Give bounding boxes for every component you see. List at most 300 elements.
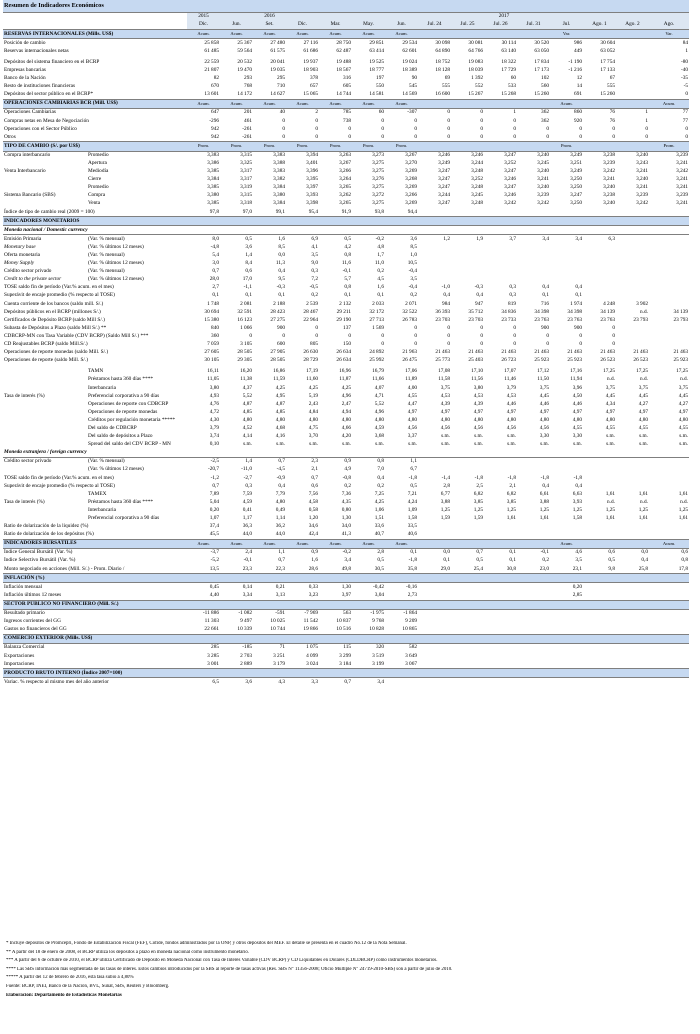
value-cell: -0,3 [276,284,285,291]
value-cell: 2,4 [245,549,252,556]
unit-cell [649,574,689,583]
value-cell: 3,315 [240,192,252,199]
value-cell [649,300,689,308]
value-cell: 4,8 [377,243,384,250]
value-cell: 0,7 [311,474,318,481]
section-header-row [3,669,689,678]
unit-cell [418,539,451,548]
value-cell: 860 [574,109,582,116]
row-label: Depósitos del sistema financiero en el BCRP [4,58,100,65]
value-cell [616,609,649,618]
value-cell: 0 [381,133,384,140]
value-cell [517,591,550,600]
row-sublabel: Mediodía [88,168,109,175]
value-cell: 0 [315,324,318,331]
value-cell: s.m. [441,433,450,440]
value-cell: 4,80 [506,416,516,423]
value-cell: 0,49 [275,506,285,513]
unit-cell [484,142,517,151]
table-row [3,618,689,626]
value-cell: -5 [683,83,689,90]
value-cell: 17 173 [534,66,549,73]
value-cell: 3,13 [275,591,285,598]
value-cell: 4,94 [341,408,351,415]
month-header: Dic. [187,21,220,30]
value-cell: 76 [609,109,615,116]
value-cell: 4,25 [275,384,285,391]
value-cell: 17,25 [603,368,615,375]
value-cell: 18 903 [303,66,318,73]
value-cell: 0,5 [476,557,483,564]
value-cell: n.d. [640,376,648,383]
unit-cell [616,539,649,548]
value-cell: 3,6 [245,243,252,250]
value-cell: 3,34 [242,591,252,598]
value-cell: -0,8 [342,474,351,481]
value-cell: 3 519 [372,652,384,659]
value-cell: 0,4 [542,284,549,291]
value-cell: 0 [612,332,615,339]
value-cell: 4,46 [539,400,549,407]
value-cell [616,58,649,66]
value-cell: 0,6 [311,482,318,489]
value-cell: 947 [475,300,483,307]
table-row [3,591,689,600]
table-row [3,151,689,160]
value-cell: 1,6 [377,284,384,291]
value-cell: 10 828 [369,626,384,633]
indicators-table [3,0,689,687]
value-cell: 99,1 [275,208,285,215]
row-label: TOSE saldo fin de período (Var.% acum. en el mes) [4,474,114,481]
value-cell: 28,0 [209,276,219,283]
value-cell: 2 703 [240,652,252,659]
value-cell [616,47,649,55]
table-row [3,565,689,574]
value-cell: 1,7 [377,252,384,259]
unit-cell [286,574,319,583]
value-cell: 3,249 [570,151,582,158]
value-cell: 3,241 [676,159,689,166]
unit-cell [550,600,583,609]
row-label: Monetary base [4,243,36,250]
value-cell: 3,386 [207,159,219,166]
value-cell: 6,77 [440,490,450,497]
value-cell: 12 [576,75,582,82]
value-cell: 4,34 [605,400,615,407]
value-cell [484,208,517,217]
value-cell: 0 [685,133,689,140]
row-sublabel: (Var. % mensual) [88,268,125,275]
value-cell: 0 [480,341,483,348]
value-cell: 768 [244,83,252,90]
unit-cell [352,634,385,643]
value-cell [550,466,583,474]
value-cell [517,531,550,540]
value-cell: 28 423 [270,308,285,315]
unit-cell [220,634,253,643]
value-cell: s.m. [243,441,252,448]
value-cell: 1,9 [476,235,483,242]
value-cell: 4,55 [638,424,648,431]
value-cell: -2,5 [210,458,219,465]
month-header: Mar. [319,21,352,30]
value-cell: 14 569 [402,91,417,98]
value-cell: 59 564 [237,47,252,54]
row-label: Importaciones [4,660,35,667]
value-cell: 4,3 [278,678,285,685]
value-cell: 0,5 [410,482,417,489]
value-cell [517,260,550,268]
value-cell [649,652,689,660]
unit-cell [649,634,689,643]
row-label: Posición de cambio [4,39,46,46]
value-cell [451,466,484,474]
value-cell: 0 [447,341,450,348]
value-cell: -20,7 [207,466,219,473]
unit-cell [385,217,418,226]
value-cell: 19 035 [270,66,285,73]
value-cell: 738 [343,117,351,124]
value-cell [385,678,418,687]
row-label: Compra interbancario [4,151,51,158]
row-sublabel: (Var. % mensual) [88,235,125,242]
table-row [3,47,689,55]
unit-cell [418,30,451,39]
value-cell [616,531,649,540]
value-cell [616,91,649,100]
row-label: Operaciones con el Sector Público [4,125,77,132]
value-cell: 1,4 [245,458,252,465]
row-label: Certificados de Depósito BCRP (saldo Mill S/.) [4,316,105,323]
value-cell: 1,06 [374,506,384,513]
row-label: TOSE saldo fin de período (Var.% acum. en el mes) [4,284,114,291]
value-cell: n.d. [680,376,689,383]
row-label: Tasa de interés (%) [4,498,45,505]
value-cell: 3,7 [509,235,516,242]
value-cell: 44,0 [275,531,285,538]
value-cell [616,67,649,75]
subsection-row [3,226,689,235]
value-cell: 0 [447,324,450,331]
value-cell: n.d. [607,376,615,383]
table-row [3,368,689,376]
table-row [3,208,689,217]
value-cell: 4,45 [638,392,648,399]
value-cell: s.m. [679,433,689,440]
value-cell: 4,25 [308,384,318,391]
value-cell: 4,47 [407,400,417,407]
row-label: Money Supply [4,260,35,267]
value-cell: 0,3 [509,292,516,299]
value-cell: 4,9 [344,466,351,473]
value-cell: 3,4 [542,235,549,242]
value-cell: 76 [609,117,615,124]
value-cell: 0,7 [212,268,219,275]
value-cell [418,208,451,217]
footnote-1: * Incluye depósitos de Promcepri, Fondo de Estabilización Fiscal (FEF), Cofide, fondos administrados por la ONP, y otros depósitos del MEF. El detalle se presenta en el cuadro No.12 de la Nota Semanal. [6,941,407,946]
value-cell: 3,239 [603,159,615,166]
value-cell [484,660,517,669]
value-cell: 2 539 [306,300,318,307]
month-header: Ago. 2 [616,21,649,30]
unit-cell: Prom. [286,142,319,151]
value-cell [616,591,649,600]
value-cell [451,276,484,284]
value-cell: 30 694 [204,308,219,315]
value-cell: 6,3 [608,235,615,242]
value-cell: 600 [277,341,285,348]
value-cell: 3,384 [207,176,219,183]
value-cell: 11,38 [240,376,252,383]
value-cell: 3,75 [638,384,648,391]
subsection-label: Moneda extranjera / foreign currency [3,449,689,458]
value-cell: 4,97 [506,408,516,415]
value-cell: 4,5 [377,276,384,283]
unit-cell [253,574,286,583]
unit-cell: Prom. [550,142,583,151]
row-label: CDBCRP-MN con Tasa Variable (CDV BCRP) (Saldo Mill S/.) *** [4,332,149,339]
row-label [3,184,87,192]
value-cell: 95,4 [308,208,318,215]
value-cell: 657 [310,83,318,90]
value-cell [451,457,484,466]
value-cell: 29,0 [440,565,450,572]
value-cell [616,284,649,292]
value-cell: 94,4 [407,208,417,215]
row-sublabel: Interbancaria [88,384,116,391]
table-row [3,276,689,284]
value-cell: 5,7 [344,276,351,283]
table-row [3,117,689,125]
unit-cell: Prom. [649,142,689,151]
value-cell: 34 836 [501,308,516,315]
row-sublabel: Preferencial corporativa a 90 días [88,392,160,399]
value-cell: 0,2 [542,557,549,564]
value-cell: s.m. [441,441,450,448]
value-cell [550,531,583,540]
value-cell [649,531,689,540]
unit-cell: Acum. [187,99,220,108]
value-cell: 4,80 [407,416,417,423]
value-cell [451,618,484,626]
value-cell: 6,82 [473,490,483,497]
value-cell: 0 [249,332,252,339]
value-cell [616,260,649,268]
value-cell: 10 339 [237,626,252,633]
value-cell: 3 105 [240,341,252,348]
value-cell: 3,239 [676,192,689,199]
value-cell [649,466,689,474]
value-cell: 4,85 [275,408,285,415]
value-cell [517,523,550,531]
value-cell: 0,1 [344,292,351,299]
value-cell: 1,6 [311,557,318,564]
value-cell: 1,25 [473,506,483,513]
source-note: Fuente: BCRP, INEI, Banco de la Nación, BVL, Sunat, SBS, Reuters y Bloomberg. [6,984,170,990]
value-cell [583,644,616,653]
value-cell: 4,45 [539,392,549,399]
value-cell: -0,42 [372,583,384,590]
value-cell: 3,243 [636,159,648,166]
value-cell: 1,25 [572,506,582,513]
value-cell: 2,5 [476,482,483,489]
value-cell: 18 389 [402,66,417,73]
value-cell: 1,61 [678,490,689,497]
section-header-row [3,574,689,583]
unit-cell [319,574,352,583]
value-cell: 17 729 [501,66,516,73]
value-cell: 840 [211,324,219,331]
row-label: Compras netas en Mesa de Negociación [4,117,89,124]
value-cell: 0 [546,341,549,348]
unit-cell [187,669,220,678]
value-cell: 11,58 [438,376,450,383]
value-cell: 4,56 [440,424,450,431]
value-cell: 25 923 [534,357,549,364]
value-cell: 7,36 [341,490,351,497]
value-cell: -11,0 [241,466,252,473]
unit-cell: Prom. [220,142,253,151]
value-cell: 3,385 [207,200,219,207]
value-cell [616,333,649,341]
value-cell [583,482,616,490]
value-cell: 3,265 [339,200,351,207]
value-cell: 4,55 [605,424,615,431]
value-cell: 21 463 [534,349,549,356]
value-cell: 0,8 [681,557,689,564]
value-cell: 0 [579,133,582,140]
value-cell: 1,17 [242,515,252,522]
value-cell [649,678,689,687]
value-cell: 3,5 [410,276,417,283]
row-label: Ingresos corrientes del GG [4,618,61,625]
year-2016: 2016 [220,13,319,22]
value-cell: 4,40 [209,591,219,598]
row-label [3,384,87,392]
value-cell: 4,80 [440,416,450,423]
value-cell [418,523,451,531]
value-cell: 1,30 [341,515,351,522]
row-sublabel: Compra [88,192,106,199]
value-cell: 1,2 [443,235,450,242]
row-label [3,515,87,523]
value-cell: 4,45 [678,392,689,399]
value-cell: 17 133 [600,66,615,73]
value-cell: 0 [579,125,582,132]
value-cell [583,618,616,626]
value-cell: 3,385 [207,184,219,191]
unit-cell [451,634,484,643]
unit-cell: Acum. [649,539,689,548]
value-cell: 27 713 [369,316,384,323]
value-cell: -0,2 [342,549,351,556]
value-cell: 3,75 [539,384,549,391]
value-cell: 3,30 [572,433,582,440]
unit-cell [517,539,550,548]
value-cell: 920 [574,117,582,124]
unit-cell [253,634,286,643]
value-cell [451,591,484,600]
unit-cell: Var. [550,30,583,39]
section-title: RESERVAS INTERNACIONALES (Mills. US$) [3,30,187,39]
value-cell: 33,6 [374,523,384,530]
value-cell [484,678,517,687]
value-cell: 16,20 [240,368,252,375]
value-cell: 2 033 [372,300,384,307]
unit-cell [583,142,616,151]
value-cell: 4,39 [440,400,450,407]
value-cell: 15 065 [303,91,318,98]
value-cell: 0,1 [245,292,252,299]
value-cell: 3,85 [506,498,516,505]
table-row [3,457,689,466]
value-cell [418,457,451,466]
unit-cell [319,600,352,609]
value-cell: 0,5 [245,235,252,242]
value-cell: 3,248 [471,200,483,207]
value-cell: 18 752 [435,58,450,65]
value-cell: 3,240 [603,184,615,191]
row-sublabel: Spread del saldo del CDV BCRP - MN [88,441,171,448]
value-cell [583,678,616,687]
value-cell: 1,30 [341,583,351,590]
row-sublabel: (Var. % últimos 12 meses) [88,243,144,250]
value-cell [451,609,484,618]
subsection-label: Moneda nacional / Domestic currency [3,226,689,235]
value-cell: 3,79 [209,424,219,431]
table-row [3,626,689,635]
value-cell: 29 305 [237,357,252,364]
unit-cell: Acum. [385,539,418,548]
value-cell: 0,0 [443,549,450,556]
year-2017: 2017 [319,13,689,22]
value-cell: 3,275 [372,184,384,191]
value-cell: 27 480 [270,39,285,46]
value-cell: 3,75 [440,384,450,391]
value-cell [550,626,583,635]
value-cell: 0 [381,332,384,339]
value-cell: 4,25 [341,384,351,391]
section-header-row [3,30,689,39]
value-cell [616,341,649,349]
value-cell: 0 [381,341,384,348]
value-cell [484,644,517,653]
value-cell: 15 260 [534,91,549,98]
table-row [3,308,689,316]
value-cell: 11,46 [504,376,516,383]
value-cell: 4,59 [374,424,384,431]
row-label: Subasta de Depósitos a Plazo (saldo Mill S/.) ** [4,324,107,331]
value-cell: 819 [508,300,516,307]
value-cell: 4,96 [374,408,384,415]
unit-cell [385,574,418,583]
value-cell: 0 [381,117,384,124]
table-row [3,400,689,408]
title-row [3,0,689,13]
value-cell: 36 393 [435,308,450,315]
value-cell: 4,56 [407,424,417,431]
unit-cell: Acum. [253,30,286,39]
unit-cell [517,217,550,226]
value-cell: 900 [277,324,285,331]
value-cell: 25,4 [473,565,483,572]
value-cell [418,268,451,276]
value-cell: s.m. [474,441,483,448]
value-cell: 3 199 [372,660,384,667]
value-cell: 77 [682,109,689,116]
value-cell: 4,80 [341,416,351,423]
